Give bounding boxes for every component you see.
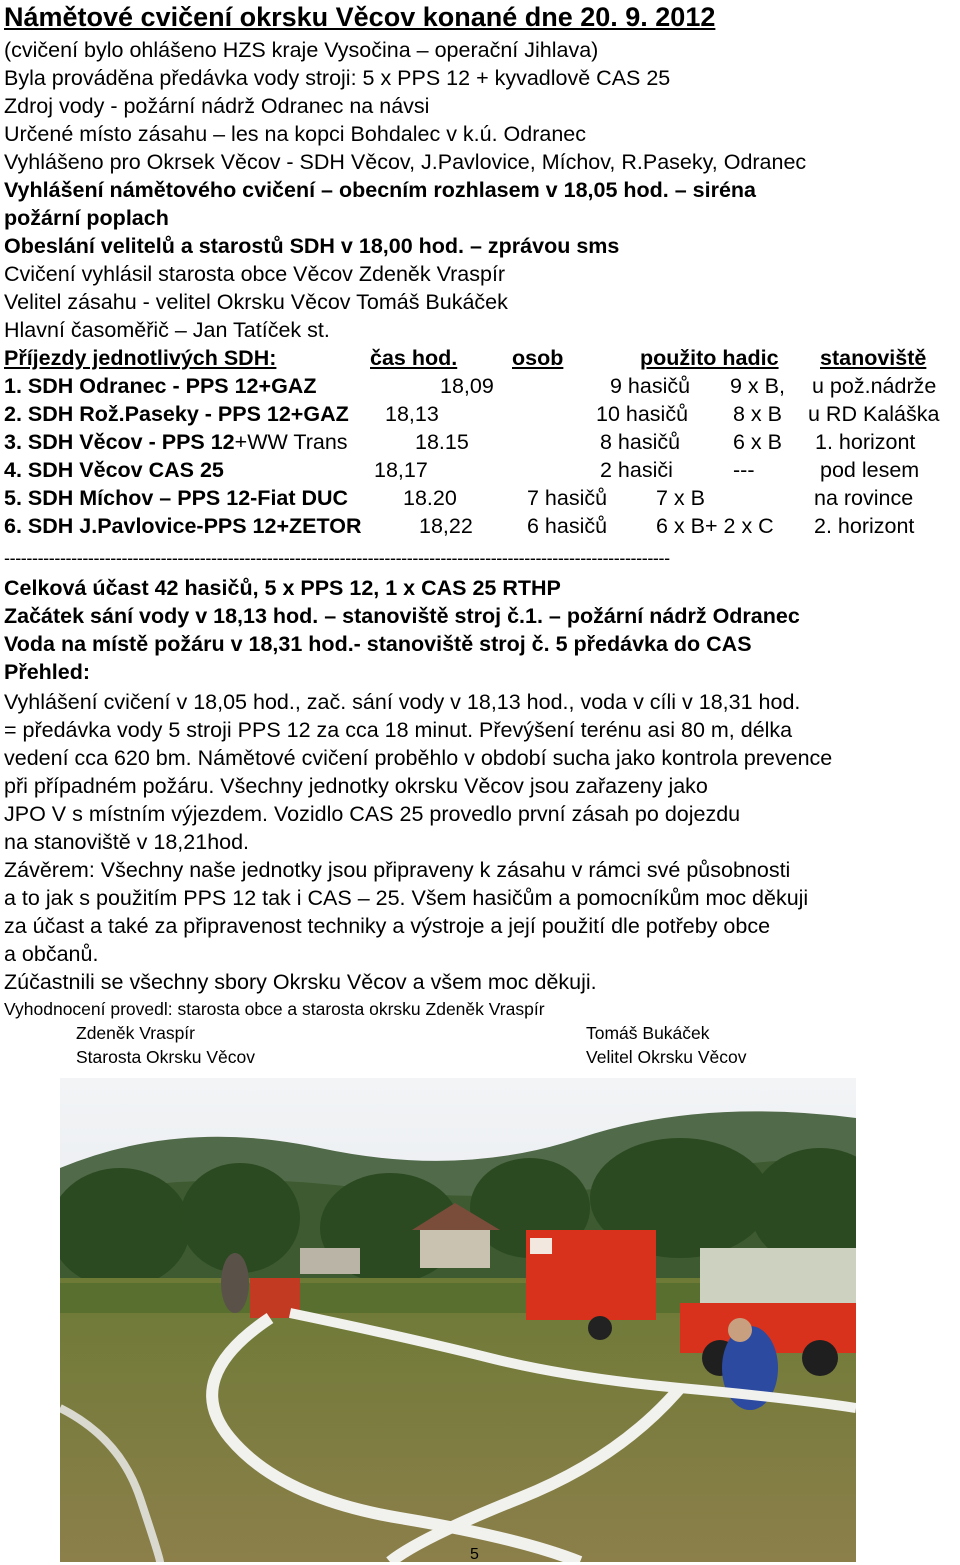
row-unit: 1. SDH Odranec - PPS 12+GAZ bbox=[4, 374, 317, 398]
evaluation-line: Vyhodnocení provedl: starosta obce a starosta okrsku Zdeněk Vraspír bbox=[4, 999, 545, 1019]
alert-line bbox=[4, 176, 756, 204]
row-unit: 5. SDH Míchov – PPS 12-Fiat DUC bbox=[4, 486, 349, 510]
row-hoses: 9 x B, bbox=[730, 374, 785, 398]
house bbox=[300, 1248, 360, 1274]
people-line: Velitel zásahu - velitel Okrsku Věcov Tomáš Bukáček bbox=[4, 290, 508, 314]
photo-illustration bbox=[60, 1078, 856, 1562]
header-time: čas hod. bbox=[370, 346, 458, 370]
row-time: 18.15 bbox=[415, 430, 469, 454]
summary-bold-line: Voda na místě požáru v 18,31 hod.- stanoviště stroj č. 5 předávka do CAS bbox=[4, 632, 752, 656]
header-hoses: použito hadic bbox=[640, 346, 779, 370]
alert-announcement: Vyhlášení námětového cvičení – obecním rozhlasem v 18,05 hod. bbox=[4, 178, 669, 202]
row-position: pod lesem bbox=[820, 458, 920, 482]
exercise-photo bbox=[60, 1078, 856, 1562]
intro-line: (cvičení bylo ohlášeno HZS kraje Vysočina – operační Jihlava) bbox=[4, 38, 599, 62]
row-position: 2. horizont bbox=[814, 514, 915, 538]
table-row bbox=[0, 484, 960, 512]
row-people: 10 hasičů bbox=[596, 402, 689, 426]
alert-line bbox=[4, 232, 619, 260]
signature-left-name: Zdeněk Vraspír bbox=[76, 1023, 195, 1043]
summary-bold-line: Celková účast 42 hasičů, 5 x PPS 12, 1 x CAS 25 RTHP bbox=[4, 576, 561, 600]
trailer-wheel bbox=[588, 1316, 612, 1340]
summary-line: při případném požáru. Všechny jednotky okrsku Věcov jsou zařazeny jako bbox=[4, 774, 708, 798]
alert-line: požární poplach bbox=[4, 206, 169, 230]
alert-sms: – zprávou sms bbox=[464, 234, 620, 258]
row-people: 8 hasičů bbox=[600, 430, 681, 454]
summary-line: vedení cca 620 bm. Námětové cvičení proběhlo v období sucha jako kontrola prevence bbox=[4, 746, 833, 770]
row-position: u RD Kaláška bbox=[808, 402, 940, 426]
arrivals-header bbox=[0, 344, 960, 372]
row-unit bbox=[4, 428, 348, 456]
row-position: na rovince bbox=[814, 486, 914, 510]
row-unit-tail: +WW Trans bbox=[234, 430, 348, 454]
people-line: Cvičení vyhlásil starosta obce Věcov Zdeněk Vraspír bbox=[4, 262, 506, 286]
firefighter-head bbox=[728, 1318, 752, 1342]
firefighter-left bbox=[221, 1253, 249, 1313]
row-unit-main: 3. SDH Věcov - PPS 12 bbox=[4, 430, 235, 454]
row-people: 6 hasičů bbox=[527, 514, 608, 538]
row-hoses: --- bbox=[733, 458, 755, 482]
row-hoses: 6 x B bbox=[733, 430, 782, 454]
row-position: u pož.nádrže bbox=[812, 374, 937, 398]
summary-line: a to jak s použitím PPS 12 tak i CAS – 25. Všem hasičům a pomocníkům moc děkuji bbox=[4, 886, 809, 910]
table-row bbox=[0, 428, 960, 456]
summary-line: JPO V s místním výjezdem. Vozidlo CAS 25 provedlo první zásah po dojezdu bbox=[4, 802, 741, 826]
intro-line: Určené místo zásahu – les na kopci Bohdalec v k.ú. Odranec bbox=[4, 122, 587, 146]
summary-line: Zúčastnili se všechny sbory Okrsku Věcov a všem moc děkuji. bbox=[4, 970, 597, 994]
row-people: 7 hasičů bbox=[527, 486, 608, 510]
summary-line: = předávka vody 5 stroji PPS 12 za cca 18 minut. Převýšení terénu asi 80 m, délka bbox=[4, 718, 793, 742]
truck-wheel bbox=[802, 1340, 838, 1376]
row-unit: 4. SDH Věcov CAS 25 bbox=[4, 458, 224, 482]
row-time: 18.20 bbox=[403, 486, 457, 510]
summary-bold-line: Začátek sání vody v 18,13 hod. – stanoviště stroj č.1. – požární nádrž Odranec bbox=[4, 604, 800, 628]
row-time: 18,09 bbox=[440, 374, 494, 398]
house bbox=[420, 1228, 490, 1268]
summary-line: za účast a také za připravenost techniky a výstroje a její použití dle potřeby obce bbox=[4, 914, 771, 938]
header-position: stanoviště bbox=[820, 346, 927, 370]
truck-tarp bbox=[700, 1248, 856, 1308]
summary-line: Vyhlášení cvičení v 18,05 hod., zač. sání vody v 18,13 hod., voda v cíli v 18,31 hod. bbox=[4, 690, 801, 714]
row-hoses: 8 x B bbox=[733, 402, 782, 426]
people-line: Hlavní časoměřič – Jan Tatíček st. bbox=[4, 318, 330, 342]
table-row bbox=[0, 372, 960, 400]
row-hoses: 7 x B bbox=[656, 486, 705, 510]
summary-line: a občanů. bbox=[4, 942, 99, 966]
alert-commanders: Obeslání velitelů a starostů SDH v 18,00 hod. bbox=[4, 234, 465, 258]
intro-line: Byla prováděna předávka vody stroji: 5 x PPS 12 + kyvadlově CAS 25 bbox=[4, 66, 671, 90]
header-people: osob bbox=[512, 346, 564, 370]
row-time: 18,17 bbox=[374, 458, 428, 482]
separator: ----------------------------------------------------------------------------------------------------------------------- bbox=[4, 548, 670, 568]
row-hoses: 6 x B+ 2 x C bbox=[656, 514, 774, 538]
table-row bbox=[0, 400, 960, 428]
table-row bbox=[0, 512, 960, 540]
summary-line: Závěrem: Všechny naše jednotky jsou připraveny k zásahu v rámci své působnosti bbox=[4, 858, 791, 882]
row-people: 2 hasiči bbox=[600, 458, 673, 482]
page-number: 5 bbox=[470, 1546, 479, 1563]
alert-siren: – siréna bbox=[668, 178, 757, 202]
signature-left-role: Starosta Okrsku Věcov bbox=[76, 1047, 255, 1067]
signature-right-role: Velitel Okrsku Věcov bbox=[586, 1047, 747, 1067]
summary-line: na stanoviště v 18,21hod. bbox=[4, 830, 250, 854]
intro-line: Zdroj vody - požární nádrž Odranec na návsi bbox=[4, 94, 430, 118]
header-unit: Příjezdy jednotlivých SDH: bbox=[4, 346, 277, 370]
row-position: 1. horizont bbox=[815, 430, 916, 454]
table-row bbox=[0, 456, 960, 484]
row-unit: 6. SDH J.Pavlovice-PPS 12+ZETOR bbox=[4, 514, 362, 538]
trailer-sign bbox=[530, 1238, 552, 1254]
summary-bold-line: Přehled: bbox=[4, 660, 91, 684]
row-unit: 2. SDH Rož.Paseky - PPS 12+GAZ bbox=[4, 402, 349, 426]
page-title: Námětové cvičení okrsku Věcov konané dne 20. 9. 2012 bbox=[4, 2, 716, 32]
row-people: 9 hasičů bbox=[610, 374, 691, 398]
signature-right-name: Tomáš Bukáček bbox=[586, 1023, 710, 1043]
intro-line: Vyhlášeno pro Okrsek Věcov - SDH Věcov, J.Pavlovice, Míchov, R.Paseky, Odranec bbox=[4, 150, 807, 174]
row-time: 18,13 bbox=[385, 402, 439, 426]
row-time: 18,22 bbox=[419, 514, 473, 538]
